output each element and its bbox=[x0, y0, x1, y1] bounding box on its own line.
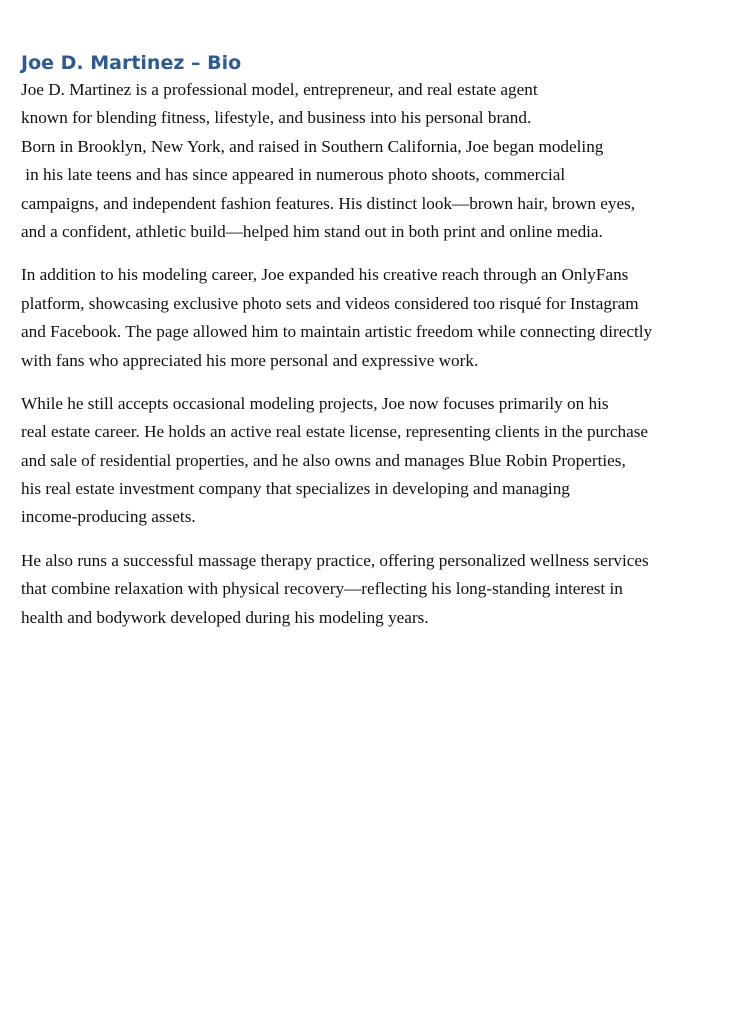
paragraph-line: his real estate investment company that specializes in developing and managing bbox=[21, 479, 570, 499]
document-title: Joe D. Martinez – Bio bbox=[21, 52, 242, 74]
paragraph-line: in his late teens and has since appeared in numerous photo shoots, commercial bbox=[21, 165, 566, 185]
paragraph-line: and sale of residential properties, and he also owns and manages Blue Robin Properties, bbox=[21, 450, 626, 470]
paragraph-line: and a confident, athletic build—helped him stand out in both print and online media. bbox=[21, 221, 603, 241]
paragraph-line: real estate career. He holds an active real estate license, representing clients in the purchase bbox=[21, 422, 649, 442]
paragraph-line: In addition to his modeling career, Joe expanded his creative reach through an OnlyFans bbox=[21, 265, 629, 285]
paragraph-line: campaigns, and independent fashion features. His distinct look—brown hair, brown eyes, bbox=[21, 193, 636, 213]
paragraph-line: Joe D. Martinez is a professional model, entrepreneur, and real estate agent bbox=[21, 80, 538, 99]
bio-paragraph-2 bbox=[21, 261, 743, 375]
paragraph-line: income-producing assets. bbox=[21, 507, 196, 527]
paragraph-line: known for blending fitness, lifestyle, and business into his personal brand. bbox=[21, 108, 532, 128]
paragraph-line: that combine relaxation with physical recovery—reflecting his long-standing interest in bbox=[21, 579, 623, 599]
paragraph-line: While he still accepts occasional modeling projects, Joe now focuses primarily on his bbox=[21, 393, 609, 413]
paragraph-line: platform, showcasing exclusive photo sets and videos considered too risqué for Instagram bbox=[21, 293, 639, 313]
paragraph-line: with fans who appreciated his more personal and expressive work. bbox=[21, 350, 479, 370]
bio-paragraph-1 bbox=[21, 76, 743, 246]
bio-paragraph-4 bbox=[21, 547, 743, 632]
paragraph-line: and Facebook. The page allowed him to maintain artistic freedom while connecting directly bbox=[21, 322, 653, 342]
paragraph-line: He also runs a successful massage therapy practice, offering personalized wellness services bbox=[21, 550, 649, 570]
paragraph-line: health and bodywork developed during his modeling years. bbox=[21, 607, 429, 627]
document-page bbox=[21, 48, 743, 632]
bio-paragraph-3 bbox=[21, 390, 743, 532]
paragraph-line: Born in Brooklyn, New York, and raised in Southern California, Joe began modeling bbox=[21, 136, 604, 156]
